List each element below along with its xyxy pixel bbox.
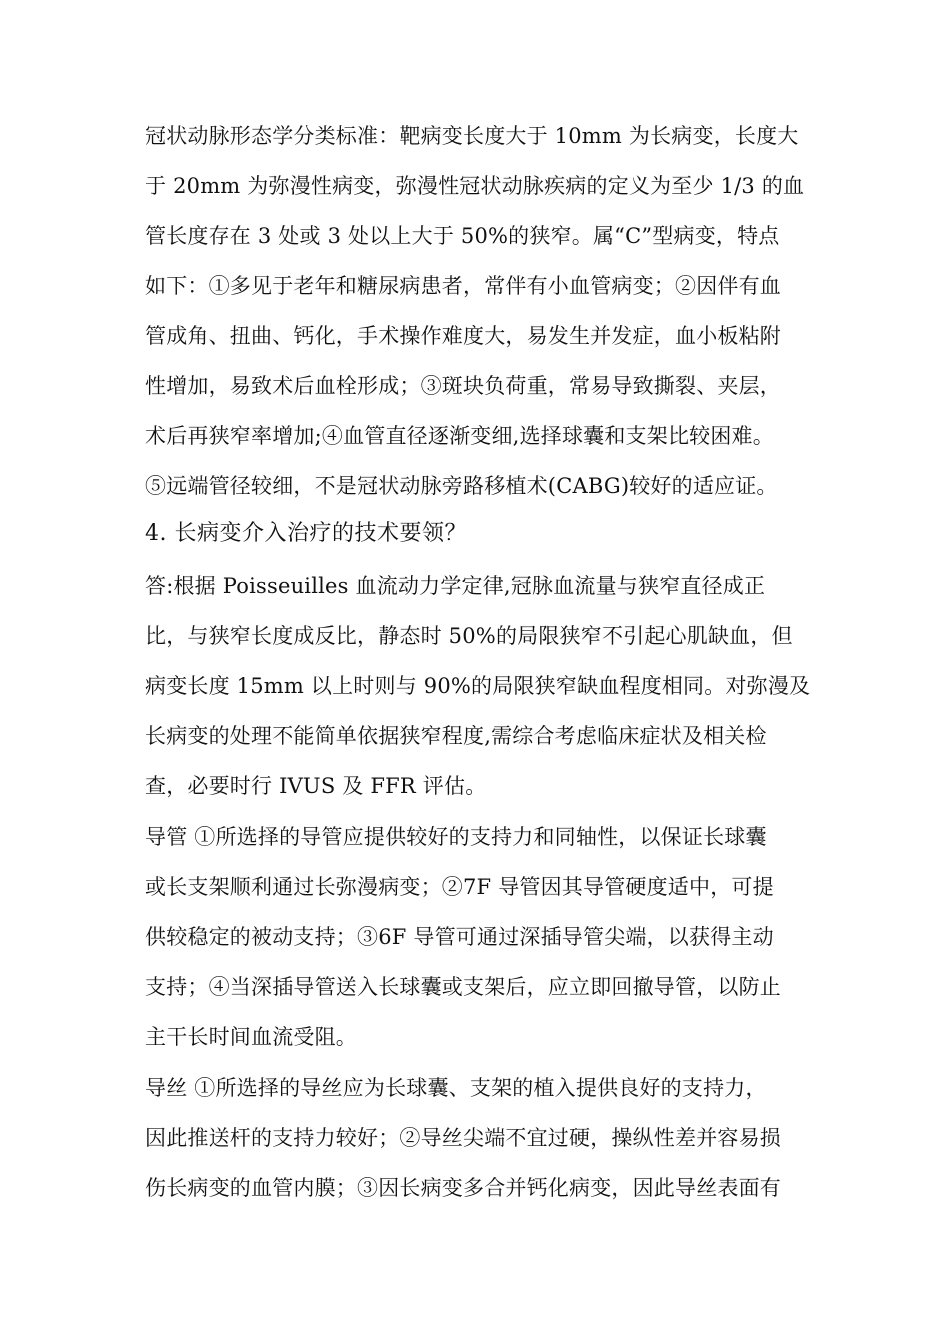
- text-line: 管长度存在 3 处或 3 处以上大于 50%的狭窄。属“C”型病变，特点: [145, 224, 780, 248]
- text-line: 病变长度 15mm 以上时则与 90%的局限狭窄缺血程度相同。对弥漫及: [145, 674, 811, 698]
- text-line: 长病变的处理不能简单依据狭窄程度,需综合考虑临床症状及相关检: [145, 724, 767, 748]
- text-line: 查，必要时行 IVUS 及 FFR 评估。: [145, 774, 487, 798]
- text-line: 因此推送杆的支持力较好；②导丝尖端不宜过硬，操纵性差并容易损: [145, 1126, 781, 1150]
- text-line: ⑤远端管径较细，不是冠状动脉旁路移植术(CABG)较好的适应证。: [145, 474, 778, 498]
- text-line: 管成角、扭曲、钙化，手术操作难度大，易发生并发症，血小板粘附: [145, 324, 781, 348]
- text-line: 伤长病变的血管内膜；③因长病变多合并钙化病变，因此导丝表面有: [145, 1176, 781, 1200]
- text-line: 如下：①多见于老年和糖尿病患者，常伴有小血管病变；②因伴有血: [145, 274, 781, 298]
- text-line: 导丝 ①所选择的导丝应为长球囊、支架的植入提供良好的支持力，: [145, 1076, 767, 1100]
- text-line: 供较稳定的被动支持；③6F 导管可通过深插导管尖端，以获得主动: [145, 925, 774, 949]
- text-line: 术后再狭窄率增加;④血管直径逐渐变细,选择球囊和支架比较困难。: [145, 424, 774, 448]
- text-line: 导管 ①所选择的导管应提供较好的支持力和同轴性，以保证长球囊: [145, 825, 767, 849]
- text-line: 支持；④当深插导管送入长球囊或支架后，应立即回撤导管，以防止: [145, 975, 781, 999]
- text-line: 答:根据 Poisseuilles 血流动力学定律,冠脉血流量与狭窄直径成正: [145, 574, 766, 598]
- text-line: 比，与狭窄长度成反比，静态时 50%的局限狭窄不引起心肌缺血，但: [145, 624, 793, 648]
- text-line: 或长支架顺利通过长弥漫病变；②7F 导管因其导管硬度适中，可提: [145, 875, 774, 899]
- text-line: 主干长时间血流受阻。: [145, 1025, 357, 1049]
- text-line: 于 20mm 为弥漫性病变，弥漫性冠状动脉疾病的定义为至少 1/3 的血: [145, 174, 805, 198]
- text-line: 冠状动脉形态学分类标准：靶病变长度大于 10mm 为长病变，长度大: [145, 124, 799, 148]
- text-line: 性增加，易致术后血栓形成；③斑块负荷重，常易导致撕裂、夹层，: [145, 374, 781, 398]
- section-heading: 4. 长病变介入治疗的技术要领？: [145, 521, 467, 546]
